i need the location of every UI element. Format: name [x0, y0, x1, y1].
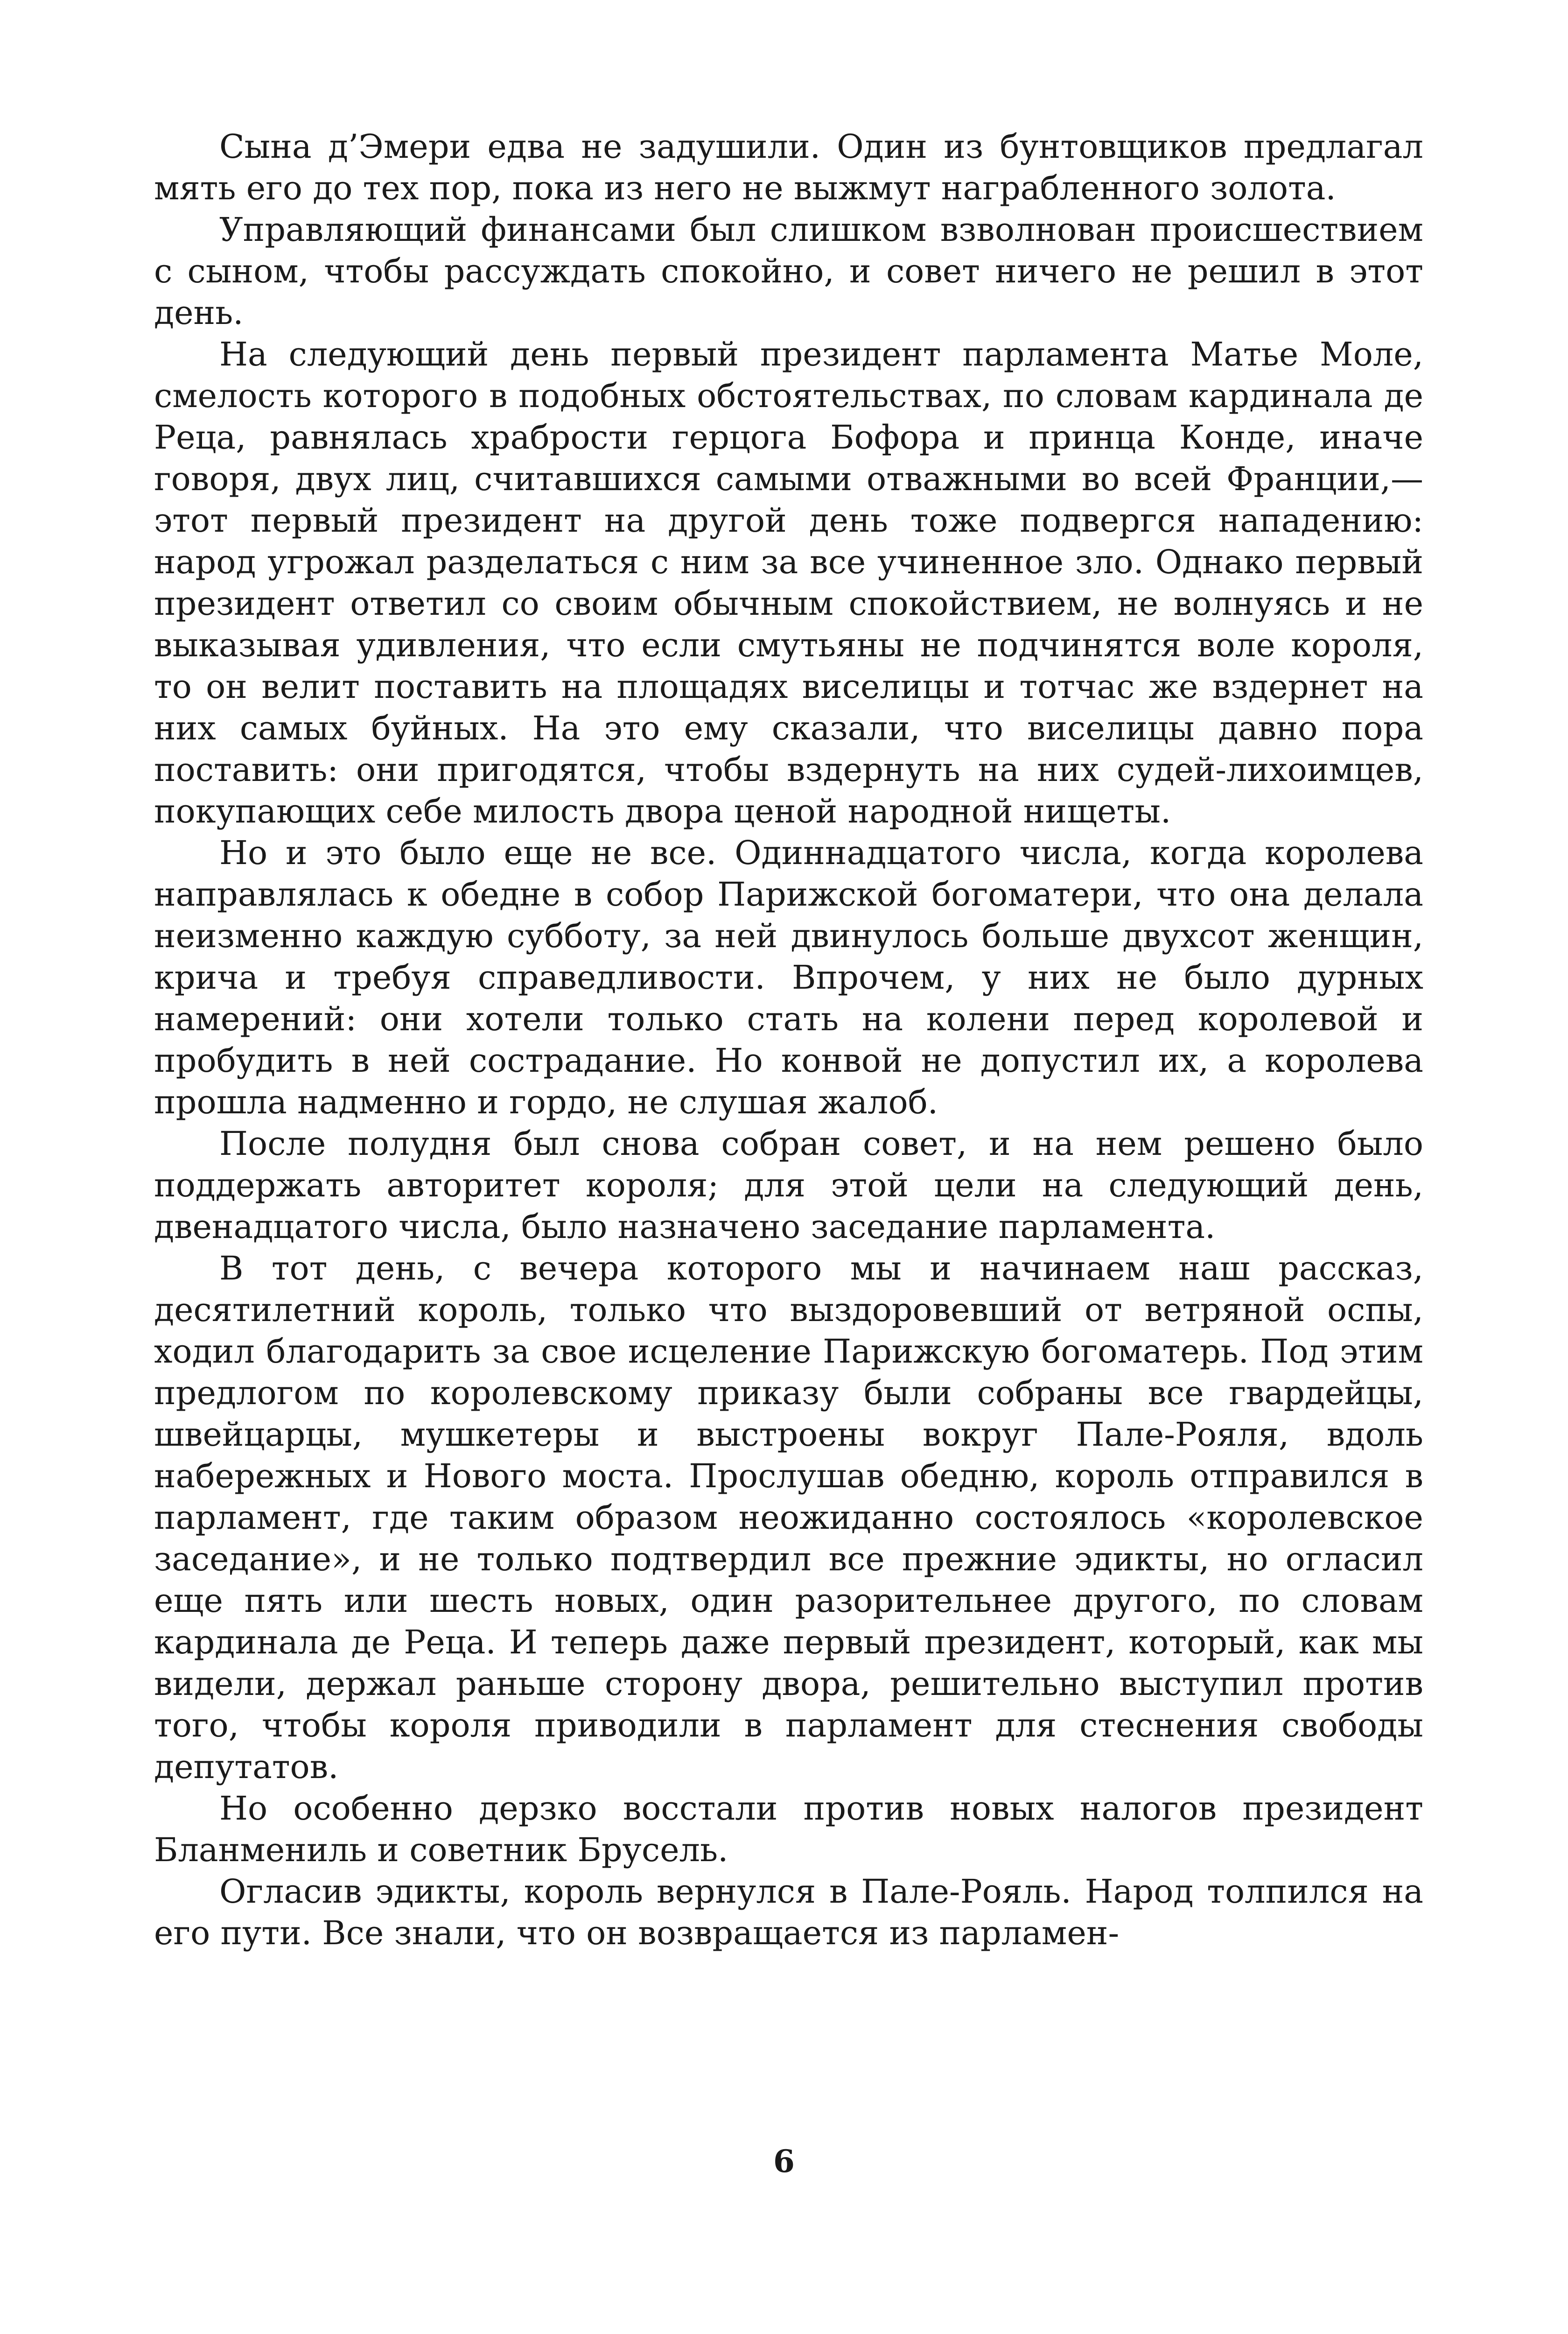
paragraph: На следующий день первый президент парламента Матье Моле, смелость которого в подобных обстоятельствах, по словам кардинала де Реца, равнялась храбрости герцога Бофора и принца Конде, иначе говоря, двух лиц, считавшихся самыми отважными во всей Франции,— этот первый президент на другой день тоже подвергся нападению: народ угрожал разделаться с ним за все учиненное зло. Однако первый президент ответил со своим обычным спокойствием, не волнуясь и не выказывая удивления, что если смутьяны не подчинятся воле короля, то он велит поставить на площадях виселицы и тотчас же вздернет на них самых буйных. На это ему сказали, что виселицы давно пора поставить: они пригодятся, чтобы вздернуть на них судей-лихоимцев, покупающих себе милость двора ценой народной нищеты. — [154, 335, 1423, 830]
paragraph: После полудня был снова собран совет, и на нем решено было поддержать авторитет короля; для этой цели на следующий день, двенадцатого числа, было назначено заседание парламента. — [154, 1125, 1423, 1246]
page-number: 6 — [773, 2143, 795, 2179]
paragraph: Но особенно дерзко восстали против новых налогов президент Бланмениль и советник Брусель. — [154, 1789, 1423, 1869]
paragraph: Огласив эдикты, король вернулся в Пале-Рояль. Народ толпился на его пути. Все знали, что он возвращается из парламен- — [154, 1872, 1423, 1952]
paragraph: Управляющий финансами был слишком взволнован происшествием с сыном, чтобы рассуждать спокойно, и совет ничего не решил в этот день. — [154, 211, 1423, 332]
body-text — [154, 126, 1423, 1954]
paragraph: В тот день, с вечера которого мы и начинаем наш рассказ, десятилетний король, только что выздоровевший от ветряной оспы, ходил благодарить за свое исцеление Парижскую богоматерь. Под этим предлогом по королевскому приказу были собраны все гвардейцы, швейцарцы, мушкетеры и выстроены вокруг Пале-Рояля, вдоль набережных и Нового моста. Прослушав обедню, король отправился в парламент, где таким образом неожиданно состоялось «королевское заседание», и не только подтвердил все прежние эдикты, но огласил еще пять или шесть новых, один разорительнее другого, по словам кардинала де Реца. И теперь даже первый президент, который, как мы видели, держал раньше сторону двора, решительно выступил против того, чтобы короля приводили в парламент для стеснения свободы депутатов. — [154, 1249, 1423, 1786]
paragraph: Но и это было еще не все. Одиннадцатого числа, когда королева направлялась к обедне в собор Парижской богоматери, что она делала неизменно каждую субботу, за ней двинулось больше двухсот женщин, крича и требуя справедливости. Впрочем, у них не было дурных намерений: они хотели только стать на колени перед королевой и пробудить в ней сострадание. Но конвой не допустил их, а королева прошла надменно и гордо, не слушая жалоб. — [154, 834, 1423, 1121]
paragraph: Сына д’Эмери едва не задушили. Один из бунтовщиков предлагал мять его до тех пор, пока из него не выжмут награбленного золота. — [154, 127, 1423, 207]
